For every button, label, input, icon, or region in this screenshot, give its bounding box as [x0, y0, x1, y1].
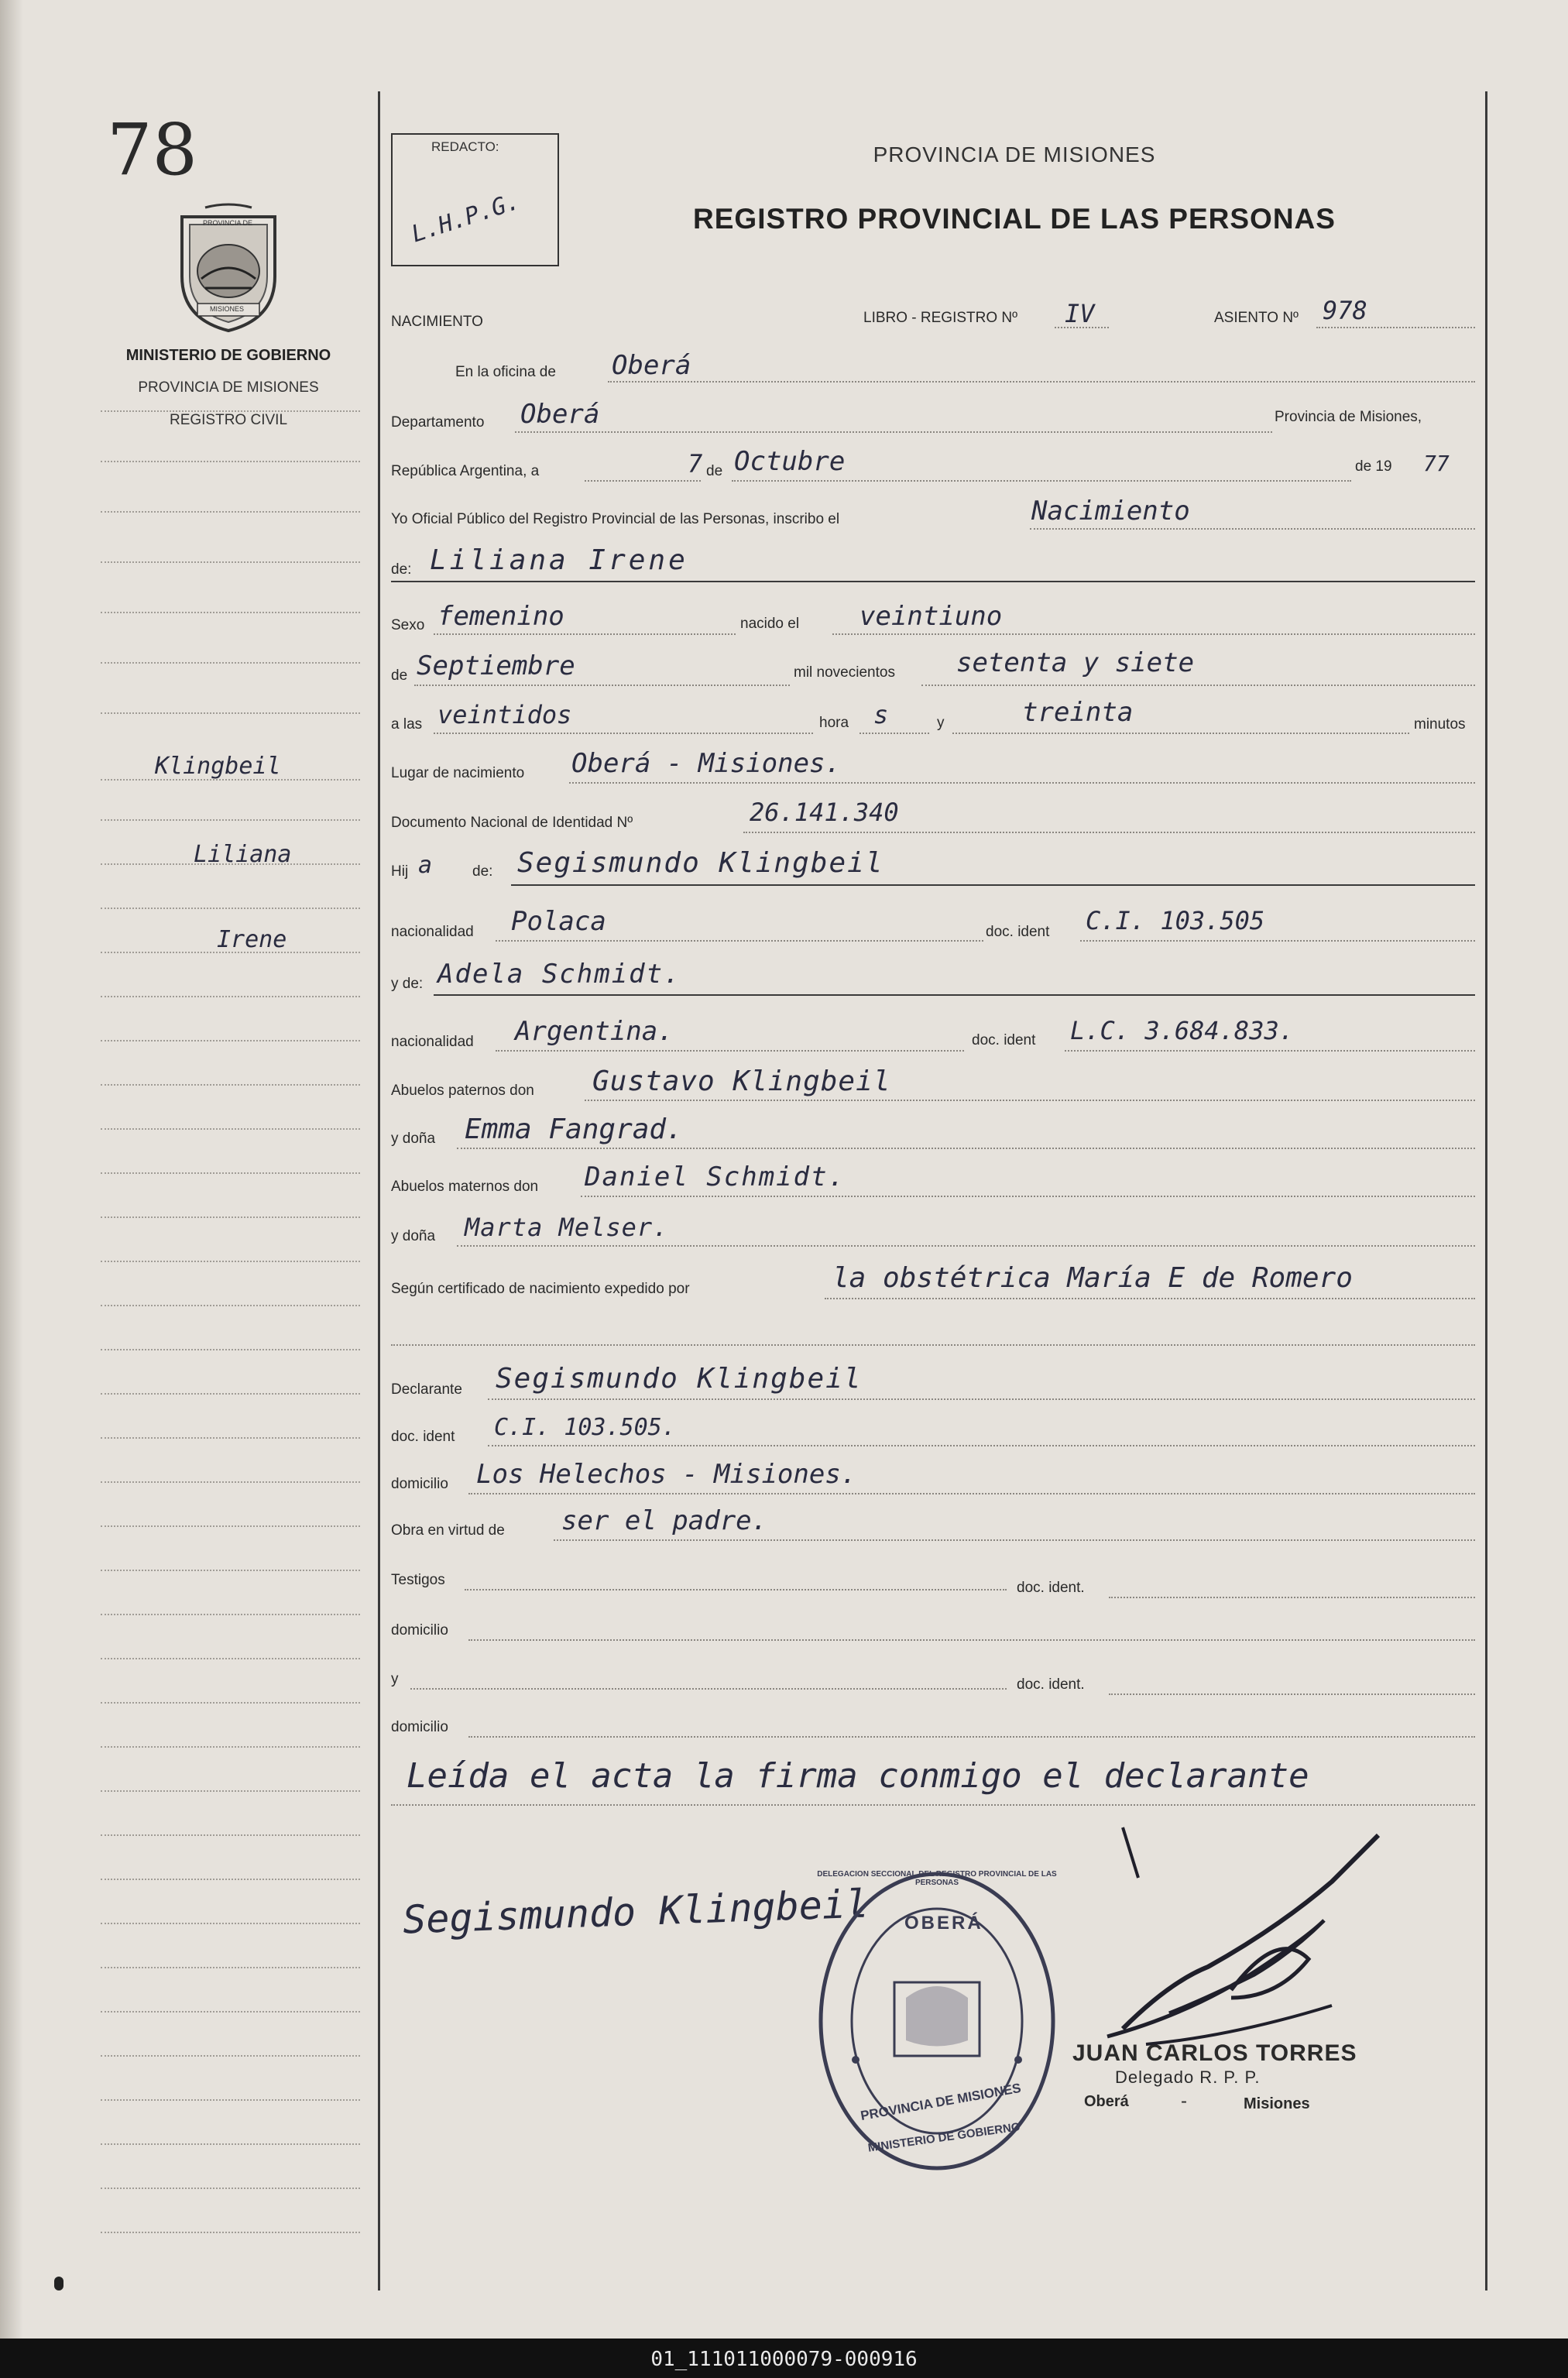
- de-name-label: de:: [391, 561, 412, 578]
- nac-padre-value: Polaca: [511, 906, 606, 937]
- libro-label: LIBRO - REGISTRO Nº: [863, 310, 1018, 326]
- office-title: REGISTRO CIVIL: [169, 412, 288, 428]
- domicilio2-label: domicilio: [391, 1622, 448, 1639]
- footer-id: 01_111011000079-000916: [650, 2348, 918, 2371]
- oficina-value: Oberá: [612, 350, 691, 381]
- doc-decl-value: C.I. 103.505.: [494, 1414, 676, 1441]
- official-dash: -: [1181, 2091, 1187, 2112]
- obra-label: Obra en virtud de: [391, 1522, 505, 1539]
- province-title: PROVINCIA DE MISIONES: [138, 379, 319, 396]
- abuelo-pat-value: Gustavo Klingbeil: [592, 1065, 891, 1097]
- abuela-mat-label: y doña: [391, 1228, 436, 1244]
- hora-label: hora: [819, 715, 849, 731]
- abuela-mat-value: Marta Melser.: [465, 1213, 669, 1242]
- doc-madre-label: doc. ident: [972, 1032, 1036, 1048]
- page-number: 78: [107, 108, 198, 191]
- certificado-value: la obstétrica María E de Romero: [832, 1262, 1353, 1294]
- dni-label: Documento Nacional de Identidad Nº: [391, 815, 633, 831]
- hij-suffix: a: [418, 852, 433, 879]
- redacto-label: REDACTO:: [431, 139, 499, 154]
- domicilio-value: Los Helechos - Misiones.: [476, 1459, 857, 1490]
- margin-middle-name: Irene: [217, 926, 287, 953]
- year-label: de 19: [1355, 458, 1392, 475]
- official-city: Oberá: [1084, 2093, 1129, 2110]
- binding-hole: [54, 2277, 63, 2290]
- departamento-label: Departamento: [391, 414, 485, 431]
- name-value: Liliana Irene: [430, 544, 688, 576]
- stamp-city: OBERÁ: [904, 1913, 983, 1934]
- alas-value: veintidos: [437, 700, 572, 729]
- nac-padre-label: nacionalidad: [391, 924, 474, 940]
- minutos-label: minutos: [1414, 716, 1466, 733]
- testigos-label: Testigos: [391, 1572, 445, 1588]
- declarante-label: Declarante: [391, 1381, 462, 1398]
- departamento-value: Oberá: [520, 399, 600, 430]
- minutos-value: treinta: [1022, 697, 1134, 728]
- closing-text: Leída el acta la firma conmigo el declarante: [407, 1756, 1309, 1796]
- declarant-signature: Segismundo Klingbeil: [402, 1881, 870, 1943]
- official-province: Misiones: [1244, 2095, 1310, 2112]
- ministry-title: MINISTERIO DE GOBIERNO: [125, 347, 331, 364]
- seal-top-text: PROVINCIA DE: [203, 219, 253, 227]
- testigos-doc-label: doc. ident.: [1017, 1580, 1085, 1596]
- frame-left-border: [378, 91, 380, 2290]
- asiento-value: 978: [1323, 296, 1367, 325]
- margin-first-name: Liliana: [194, 841, 292, 868]
- oficial-value: Nacimiento: [1031, 496, 1190, 527]
- nac-madre-value: Argentina.: [515, 1016, 674, 1047]
- alas-label: a las: [391, 716, 423, 733]
- nacido-label: nacido el: [740, 616, 800, 632]
- lugar-label: Lugar de nacimiento: [391, 765, 525, 781]
- oficial-label: Yo Oficial Público del Registro Provincial de las Personas, inscribo el: [391, 511, 840, 527]
- doc-padre-label: doc. ident: [986, 924, 1050, 940]
- stamp-ministry: MINISTERIO DE GOBIERNO: [866, 2120, 1021, 2155]
- sexo-label: Sexo: [391, 617, 425, 633]
- doc-padre-value: C.I. 103.505: [1086, 906, 1265, 935]
- madre-label: y de:: [391, 976, 424, 992]
- dni-value: 26.141.340: [750, 798, 899, 827]
- abuela-pat-value: Emma Fangrad.: [465, 1114, 683, 1145]
- abuela-pat-label: y doña: [391, 1131, 436, 1147]
- official-signature-icon: [1076, 1812, 1402, 2060]
- provincia-label: Provincia de Misiones,: [1275, 409, 1422, 425]
- oficina-label: En la oficina de: [455, 364, 556, 380]
- obra-value: ser el padre.: [561, 1505, 768, 1536]
- hij-label: Hij: [391, 863, 409, 880]
- padre-label: de:: [472, 863, 493, 880]
- domicilio-label: domicilio: [391, 1476, 448, 1492]
- abuelo-mat-label: Abuelos maternos don: [391, 1179, 539, 1195]
- month-value: Octubre: [734, 446, 846, 477]
- padre-value: Segismundo Klingbeil: [517, 847, 884, 879]
- mes-nac-value: Septiembre: [417, 650, 575, 681]
- day-value: 7: [688, 449, 703, 479]
- record-type-label: NACIMIENTO: [391, 314, 483, 330]
- frame-right-border: [1485, 91, 1487, 2290]
- libro-value: IV: [1065, 299, 1095, 328]
- y-label: y: [937, 715, 945, 731]
- redacto-value: L.H.P.G.: [408, 187, 523, 249]
- doc-decl-label: doc. ident: [391, 1429, 455, 1445]
- doc-madre-value: L.C. 3.684.833.: [1070, 1016, 1294, 1045]
- nacido-value: veintiuno: [859, 601, 1003, 632]
- stamp-outer-text: DELEGACION SECCIONAL DEL REGISTRO PROVINCIAL DE LAS PERSONAS: [817, 1870, 1057, 1887]
- redacto-box: [391, 133, 559, 266]
- header-province: PROVINCIA DE MISIONES: [873, 142, 1156, 166]
- y2-label: y: [391, 1671, 399, 1687]
- header-registry: REGISTRO PROVINCIAL DE LAS PERSONAS: [693, 203, 1336, 235]
- madre-value: Adela Schmidt.: [437, 959, 681, 990]
- de-mes-label: de: [391, 667, 408, 684]
- official-name: JUAN CARLOS TORRES: [1072, 2040, 1357, 2066]
- abuelo-mat-value: Daniel Schmidt.: [585, 1162, 846, 1192]
- abuelo-pat-label: Abuelos paternos don: [391, 1083, 534, 1099]
- footer-bar: [0, 2339, 1568, 2378]
- sexo-value: femenino: [437, 601, 564, 632]
- hora-value: s: [873, 700, 889, 729]
- doc3-label: doc. ident.: [1017, 1676, 1085, 1693]
- declarante-value: Segismundo Klingbeil: [496, 1363, 863, 1395]
- mil-value: setenta y siete: [956, 647, 1195, 678]
- domicilio3-label: domicilio: [391, 1719, 448, 1735]
- margin-surname: Klingbeil: [155, 753, 281, 780]
- year-value: 77: [1423, 451, 1450, 476]
- seal-bottom-text: MISIONES: [210, 305, 245, 313]
- month-de-label: de: [706, 463, 723, 479]
- nac-madre-label: nacionalidad: [391, 1034, 474, 1050]
- stamp-bottom-text: PROVINCIA DE MISIONES: [859, 2080, 1022, 2124]
- certificado-label: Según certificado de nacimiento expedido por: [391, 1281, 690, 1297]
- mil-label: mil novecientos: [794, 664, 895, 681]
- asiento-label: ASIENTO Nº: [1214, 310, 1299, 326]
- official-title: Delegado R. P. P.: [1115, 2067, 1261, 2087]
- lugar-value: Oberá - Misiones.: [571, 748, 841, 779]
- republica-label: República Argentina, a: [391, 463, 540, 479]
